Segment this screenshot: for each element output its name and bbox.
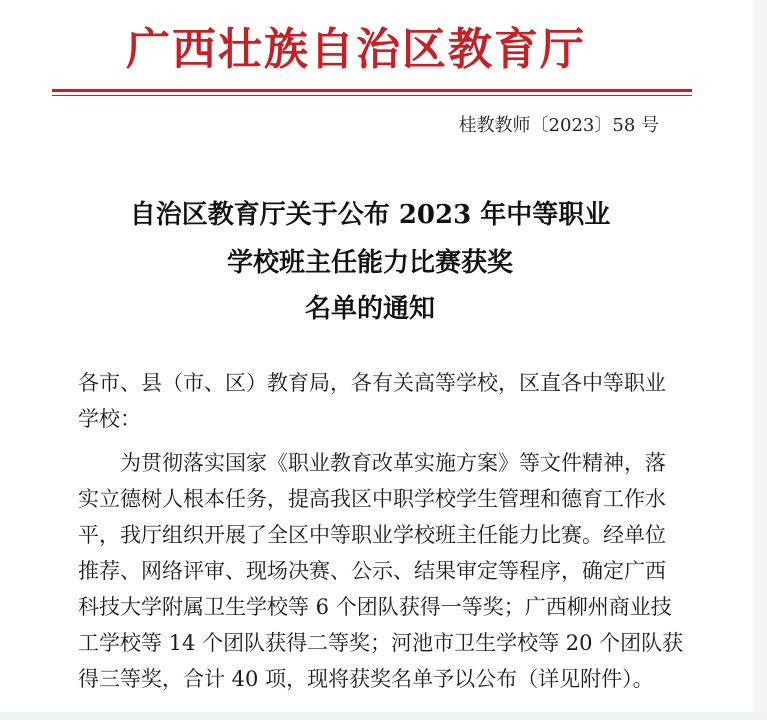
body-paragraph-line-6: 工学校等 14 个团队获得二等奖；河池市卫生学校等 20 个团队获: [78, 631, 684, 655]
salutation-line-2: 学校：: [78, 407, 141, 431]
body-paragraph-line-7: 得三等奖，合计 40 项，现将获奖名单予以公布（详见附件）。: [78, 667, 654, 691]
body-paragraph-line-5: 科技大学附属卫生学校等 6 个团队获得一等奖；广西柳州商业技: [78, 595, 672, 619]
document-title-line-2: 学校班主任能力比赛获奖: [226, 248, 513, 278]
viewer-bottom-gutter: [0, 712, 767, 720]
viewer-right-gutter: [753, 0, 767, 720]
document-title-line-3: 名单的通知: [304, 294, 435, 324]
body-paragraph-line-1: 为贯彻落实国家《职业教育改革实施方案》等文件精神，落: [120, 451, 666, 475]
letterhead-rule-thick: [52, 89, 692, 92]
document-number: 桂教教师〔2023〕58 号: [458, 115, 659, 136]
letterhead-title: 广西壮族自治区教育厅: [126, 24, 586, 75]
body-paragraph-line-3: 平，我厅组织开展了全区中等职业学校班主任能力比赛。经单位: [78, 523, 666, 547]
body-paragraph-line-2: 实立德树人根本任务，提高我区中职学校学生管理和德育工作水: [78, 487, 666, 511]
letterhead-rule-thin: [52, 95, 692, 96]
body-paragraph-line-4: 推荐、网络评审、现场决赛、公示、结果审定等程序，确定广西: [78, 559, 666, 583]
salutation-line-1: 各市、县（市、区）教育局，各有关高等学校，区直各中等职业: [78, 371, 666, 395]
document-title-line-1: 自治区教育厅关于公布 2023 年中等职业: [129, 200, 611, 230]
